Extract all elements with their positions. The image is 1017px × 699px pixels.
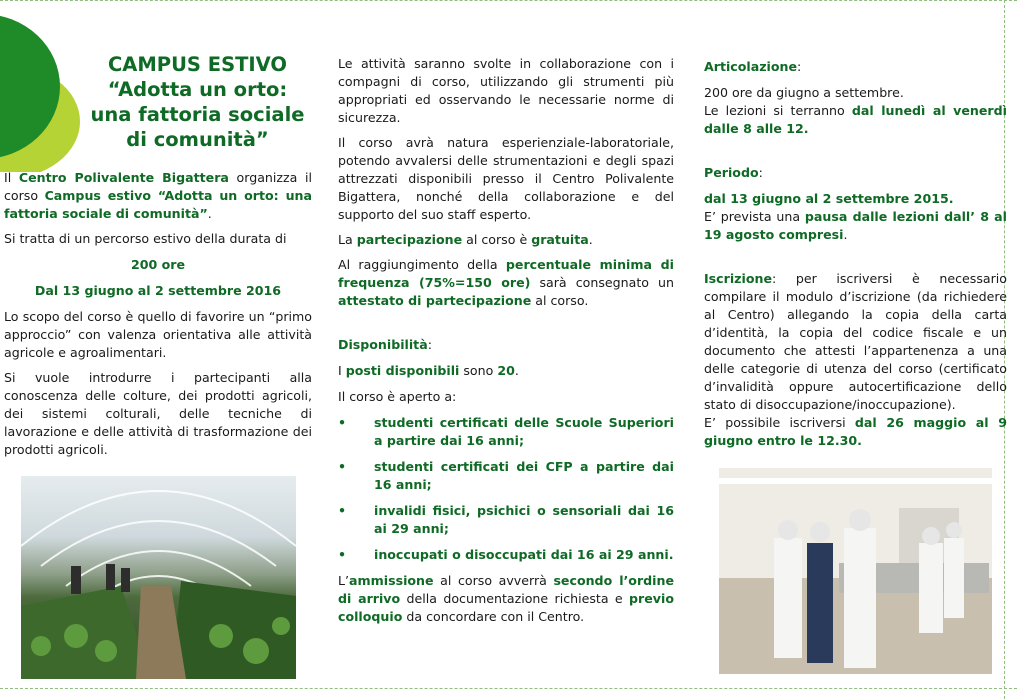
column-right — [704, 58, 1007, 450]
bullet-icon: • — [338, 415, 347, 430]
period-dates: dal 13 giugno al 2 settembre 2015. — [704, 191, 954, 206]
highlight: pausa dalle lezioni dall’ 8 al 19 agosto compresi — [704, 209, 1007, 242]
center-name: Centro Polivalente Bigattera — [18, 170, 229, 185]
bullet-icon: • — [338, 503, 347, 518]
articolazione-line: 200 ore da giugno a settembre. — [704, 85, 904, 100]
intro-paragraph — [4, 169, 312, 223]
greenhouse-illustration — [21, 476, 296, 679]
schedule-paragraph — [704, 102, 1007, 138]
registration-dates-paragraph — [704, 414, 1007, 450]
admission-paragraph — [338, 572, 674, 626]
logo-circles — [0, 12, 90, 172]
kitchen-illustration — [719, 468, 992, 674]
list-item — [338, 458, 674, 494]
text: sarà consegnato un — [530, 275, 675, 290]
participation-paragraph — [338, 231, 674, 249]
text: Le lezioni si terranno — [704, 103, 852, 118]
list-item — [338, 414, 674, 450]
highlight: 20 — [497, 363, 515, 378]
highlight: gratuita — [531, 232, 589, 247]
periodo-heading — [704, 164, 1007, 182]
text: . — [514, 363, 519, 378]
greenhouse-photo — [21, 476, 296, 679]
attendance-paragraph — [338, 256, 674, 310]
scope-paragraph: Lo scopo del corso è quello di favorire un “primo approccio” con valenza orientativa alle attività agricole e agroalimentari. — [4, 309, 312, 360]
column-left — [4, 169, 312, 459]
nature-paragraph: Il corso avrà natura esperienziale-laboratoriale, potendo avvalersi delle strumentazioni e degli spazi attrezzati disponibili presso il Centro Polivalente Bigattera, nonché della collaborazione e del supporto del suo staff esperto. — [338, 135, 674, 222]
text: : — [758, 165, 763, 180]
text: L’ — [338, 573, 350, 588]
highlight: previo colloquio — [338, 591, 674, 624]
break-paragraph — [704, 208, 1007, 244]
highlight: dal lunedì al venerdì dalle 8 alle 12. — [704, 103, 1007, 136]
heading-label: Articolazione — [704, 59, 798, 74]
heading-label: Periodo — [704, 165, 759, 180]
text: E’ possibile iscriversi — [704, 415, 855, 430]
text: : — [797, 59, 802, 74]
list-item — [338, 546, 674, 564]
eligibility-list — [338, 414, 674, 564]
text: Al raggiungimento della — [338, 257, 506, 272]
list-item-text: inoccupati o disoccupati dai 16 ai 29 anni. — [374, 547, 674, 562]
highlight: partecipazione — [356, 232, 463, 247]
highlight: secondo l’ordine di arrivo — [338, 573, 674, 606]
highlight: percentuale minima di frequenza (75%=150 ore) — [338, 257, 674, 290]
title-line: CAMPUS ESTIVO — [107, 53, 287, 76]
open-to-paragraph: Il corso è aperto a: — [338, 389, 457, 404]
hours-value: 200 ore — [130, 257, 186, 272]
column-middle — [338, 55, 674, 626]
kitchen-photo — [719, 468, 992, 674]
text: al corso. — [531, 293, 589, 308]
title-line: una fattoria sociale — [90, 103, 305, 126]
heading-label: Disponibilità — [338, 337, 428, 352]
highlight: dal 26 maggio al 9 giugno entro le 12.30. — [704, 415, 1007, 448]
dates-value: Dal 13 giugno al 2 settembre 2016 — [34, 283, 282, 298]
text: da concordare con il Centro. — [402, 609, 585, 624]
text: E’ prevista una — [704, 209, 805, 224]
text: organizza il corso — [4, 170, 313, 203]
course-name: Campus estivo “Adotta un orto: una fattoria sociale di comunità” — [4, 188, 312, 221]
text: : per iscriversi è necessario compilare il modulo d’iscrizione (da richiedere al Centro) allegando la copia della carta d’identità, la copia del codice fiscale e un documento che attesti l’appartenenza a una delle categorie di utenza del corso (certificato d’invalidità oppure autocertificazione dello stato di disoccupazione/inoccupazione). — [704, 271, 1007, 412]
heading-label: Iscrizione — [704, 271, 772, 286]
bullet-icon: • — [338, 547, 347, 562]
availability-heading — [338, 336, 674, 354]
list-item-text: studenti certificati delle Scuole Superiori a partire dai 16 anni; — [374, 415, 674, 448]
title-line: di comunità” — [126, 128, 269, 151]
text: al corso avverrà — [433, 573, 554, 588]
top-border — [0, 0, 1017, 1]
intro-topics-paragraph: Si vuole introdurre i partecipanti alla conoscenza delle colture, dei prodotti agricoli, dei sistemi colturali, delle tecniche di lavorazione e delle attività di trasformazione dei prodotti agricoli. — [4, 370, 312, 457]
duration-paragraph: Si tratta di un percorso estivo della durata di — [4, 231, 287, 246]
text: . — [843, 227, 848, 242]
text: La — [338, 232, 357, 247]
highlight: ammissione — [349, 573, 434, 588]
seats-paragraph — [338, 362, 674, 380]
text: . — [588, 232, 593, 247]
text: al corso è — [462, 232, 532, 247]
text: Il — [4, 170, 19, 185]
bullet-icon: • — [338, 459, 347, 474]
title-line: “Adotta un orto: — [107, 78, 288, 101]
page-title — [85, 52, 310, 152]
text: : — [427, 337, 432, 352]
text: sono — [459, 363, 498, 378]
text: . — [207, 206, 212, 221]
list-item-text: studenti certificati dei CFP a partire dai 16 anni; — [374, 459, 674, 492]
articolazione-heading — [704, 58, 1007, 76]
highlight: posti disponibili — [345, 363, 460, 378]
registration-paragraph — [704, 270, 1007, 414]
activities-paragraph: Le attività saranno svolte in collaborazione con i compagni di corso, utilizzando gli strumenti più appropriati ed osservando le necessarie norme di sicurezza. — [338, 56, 674, 125]
text: I — [338, 363, 346, 378]
bottom-border — [0, 688, 1017, 689]
list-item-text: invalidi fisici, psichici o sensoriali dai 16 ai 29 anni; — [374, 503, 674, 536]
text: della documentazione richiesta e — [400, 591, 630, 606]
highlight: attestato di partecipazione — [338, 293, 532, 308]
list-item — [338, 502, 674, 538]
